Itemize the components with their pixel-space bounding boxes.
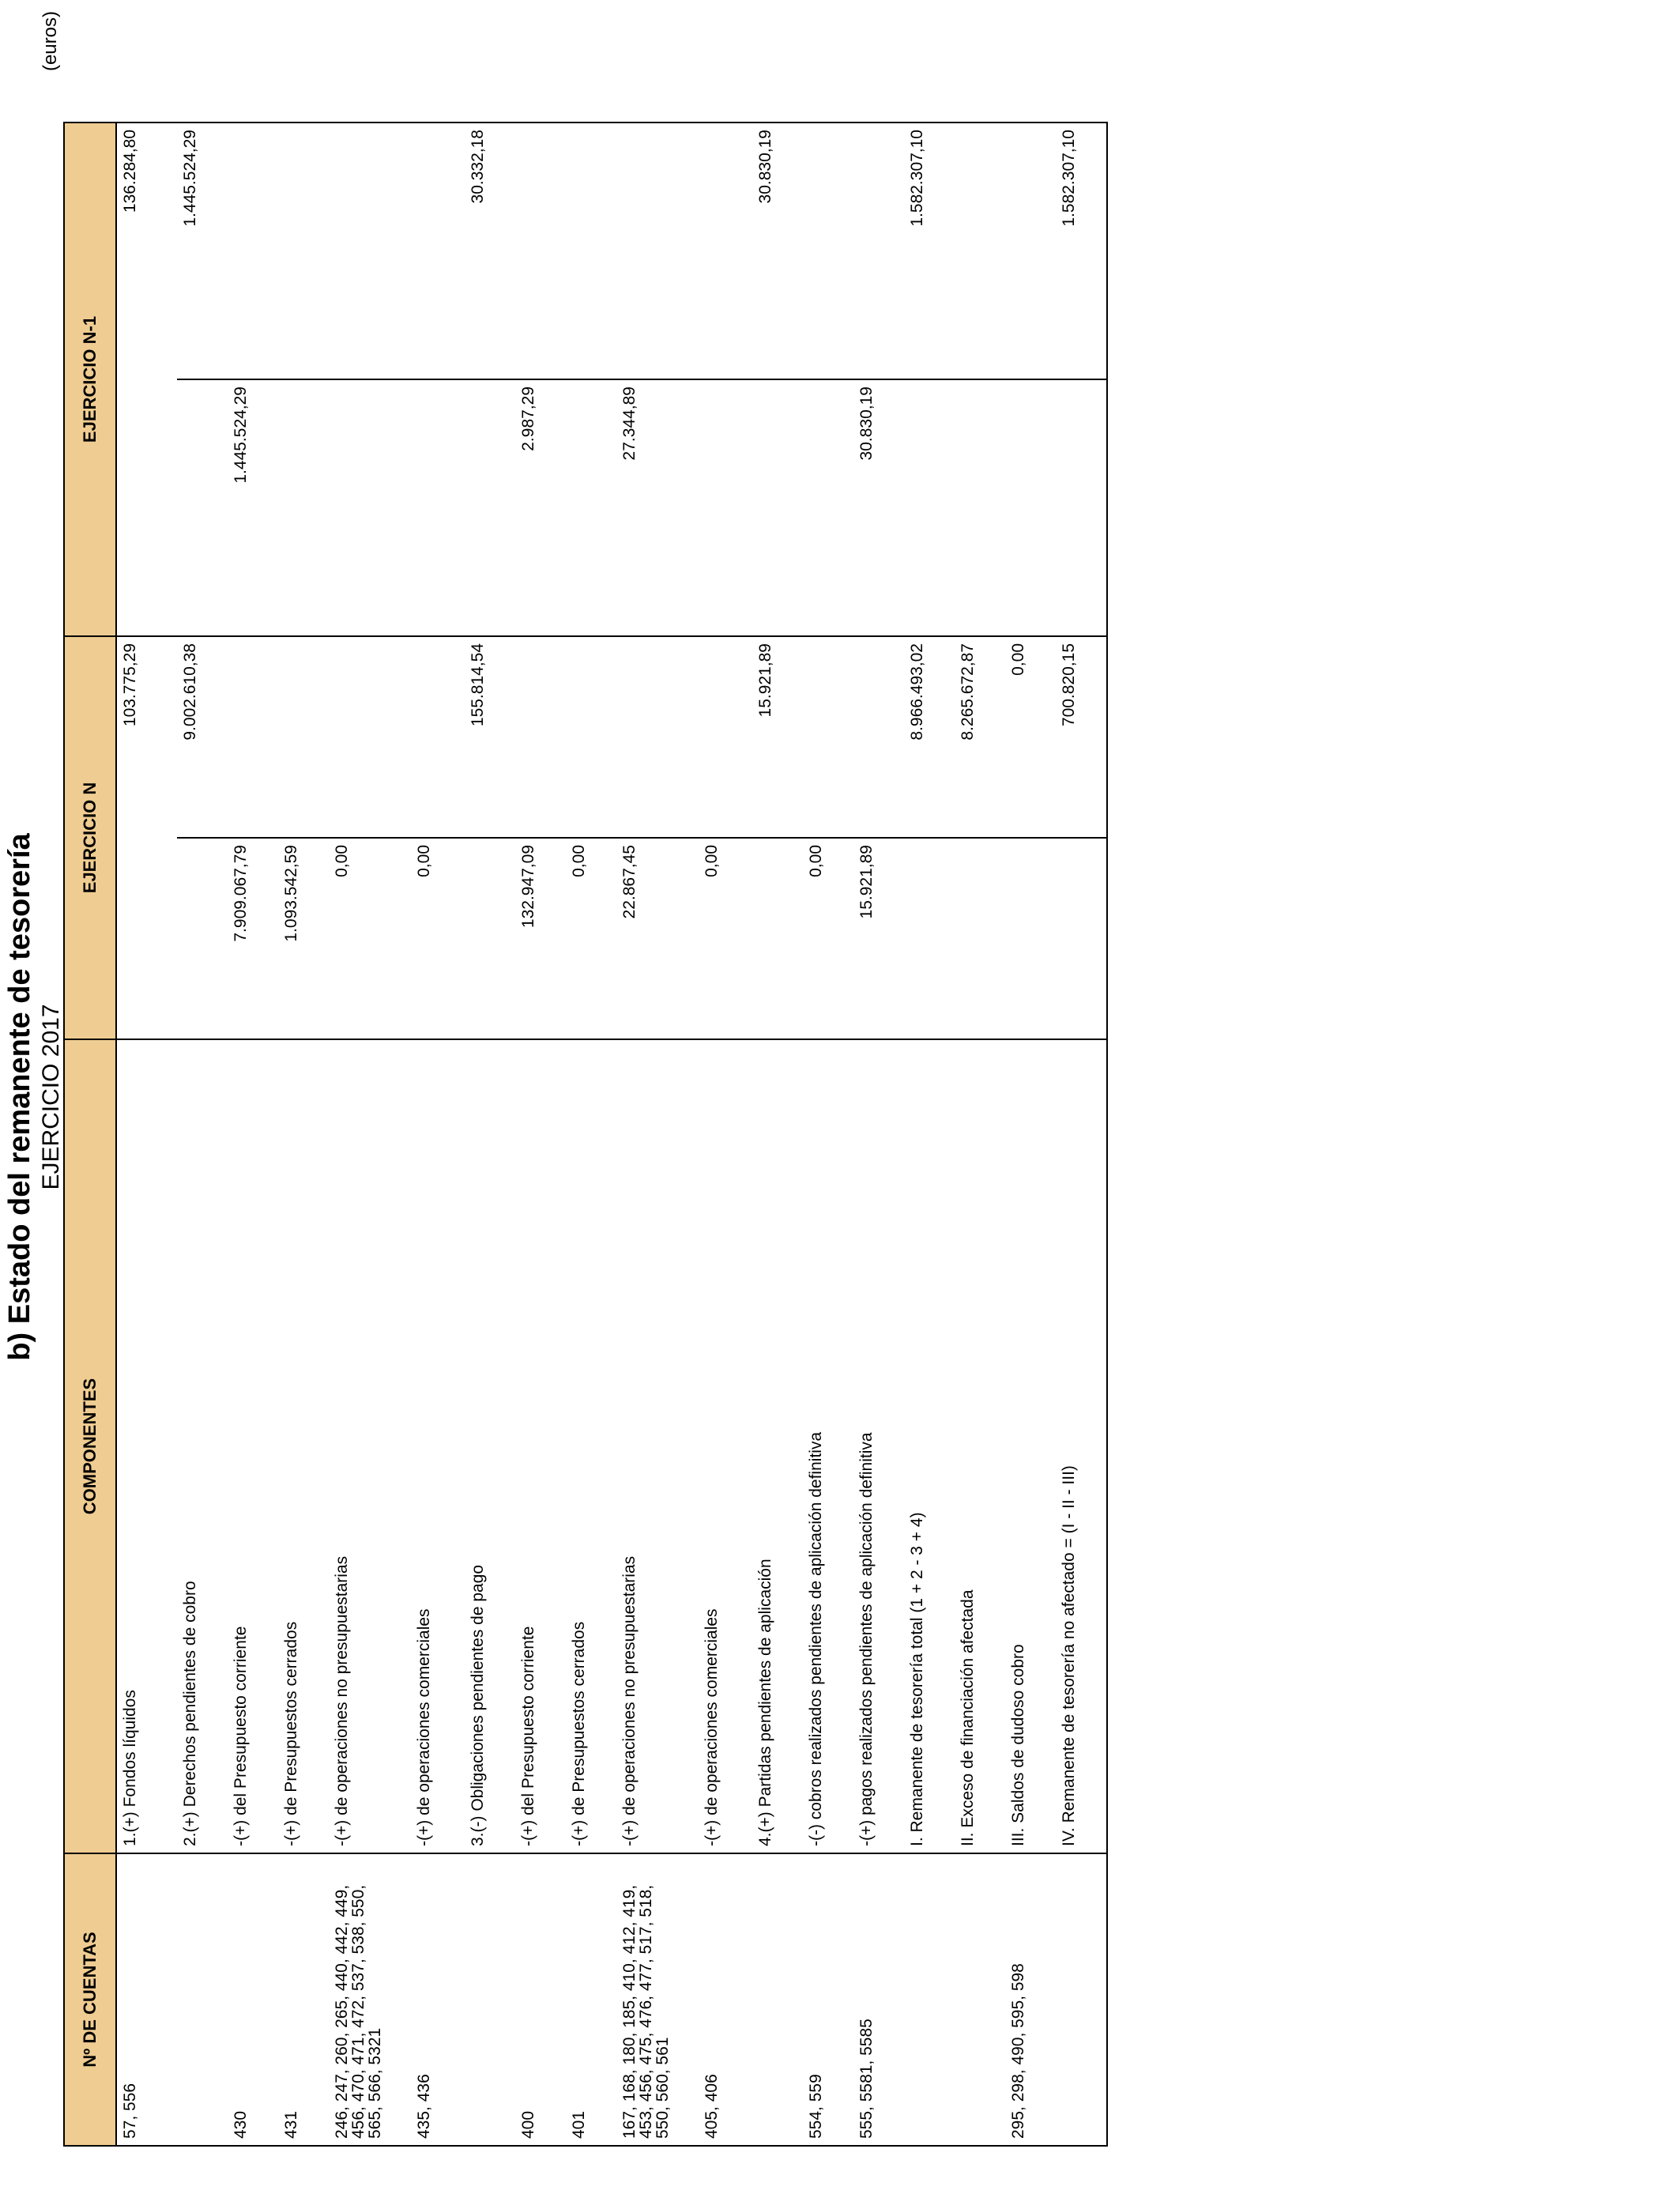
year-n-detail-cell: [1056, 838, 1107, 1039]
table-row: [616, 123, 699, 2146]
year-n-detail-cell: 1.093.542,59: [278, 838, 329, 1039]
component-label-cell: 2.(+) Derechos pendientes de cobro: [177, 1039, 228, 1853]
year-n-detail-cell: 0,00: [411, 838, 465, 1039]
year-n1-total-cell: 30.830,19: [756, 130, 774, 204]
year-n1-total-cell: [699, 123, 752, 379]
year-n-detail-cell: 0,00: [329, 838, 411, 1039]
year-n1-detail-cell: [1005, 379, 1056, 636]
table-row: [278, 123, 329, 2146]
year-n-total-cell: 155.814,54: [465, 636, 515, 838]
year-n-total-cell: 9.002.610,38: [177, 636, 228, 838]
header-accounts: Nº DE CUENTAS: [64, 1853, 116, 2146]
year-n1-total-cell: [955, 123, 1005, 379]
table-row: [411, 123, 465, 2146]
year-n-total-cell: [616, 636, 699, 838]
year-n1-total-cell: [515, 123, 566, 379]
table-row: [955, 123, 1005, 2146]
component-label-cell: -(+) del Presupuesto corriente: [228, 1039, 278, 1853]
year-n-detail-cell: 15.921,89: [853, 838, 904, 1039]
component-label-cell: -(+) de operaciones comerciales: [411, 1039, 465, 1853]
table-row: [1056, 123, 1107, 2146]
year-n-total-cell: 103.775,29: [116, 636, 177, 838]
account-codes-cell: 167, 168, 180, 185, 410, 412, 419, 453, 456, 475, 476, 477, 517, 518, 550, 560, 561: [616, 1853, 699, 2146]
component-label-cell: -(+) de operaciones no presupuestarias: [616, 1039, 699, 1853]
year-n-detail-cell: [904, 838, 955, 1039]
year-n1-total-cell: 136.284,80: [121, 130, 139, 213]
year-n-total-cell: [411, 636, 465, 838]
year-n-total-cell: 15.921,89: [752, 636, 803, 838]
year-n-total-cell: [803, 636, 853, 838]
account-codes-cell: [955, 1853, 1005, 2146]
year-n-total-cell: 8.265.672,87: [955, 636, 1005, 838]
year-n-detail-cell: [1005, 838, 1056, 1039]
year-n1-total-cell: [616, 123, 699, 379]
year-n1-detail-cell: [752, 379, 803, 636]
year-n-total-cell: [699, 636, 752, 838]
account-codes-cell: 430: [228, 1853, 278, 2146]
header-components: COMPONENTES: [64, 1039, 116, 1853]
year-n1-total-cell: [411, 123, 465, 379]
header-year-n: EJERCICIO N: [64, 636, 116, 1039]
table-row: [116, 123, 177, 2146]
component-label-cell: II. Exceso de financiación afectada: [955, 1039, 1005, 1853]
year-n1-detail-cell: [411, 379, 465, 636]
component-label-cell: III. Saldos de dudoso cobro: [1005, 1039, 1056, 1853]
year-n1-detail-cell: [1056, 379, 1107, 636]
year-n1-detail-cell: [177, 379, 228, 636]
table-row: [699, 123, 752, 2146]
table-row: [228, 123, 278, 2146]
component-label-cell: I. Remanente de tesorería total (1 + 2 - 3 + 4): [904, 1039, 955, 1853]
table-row: [177, 123, 228, 2146]
account-codes-cell: 57, 556: [116, 1853, 177, 2146]
table-row: [752, 123, 803, 2146]
year-n-total-cell: [515, 636, 566, 838]
account-codes-cell: 400: [515, 1853, 566, 2146]
year-n1-total-cell: 1.582.307,10: [1060, 130, 1078, 227]
account-codes-cell: 295, 298, 490, 595, 598: [1005, 1853, 1056, 2146]
year-n-detail-cell: 0,00: [566, 838, 616, 1039]
account-codes-cell: 246, 247, 260, 265, 440, 442, 449, 456, 470, 471, 472, 537, 538, 550, 565, 566, 5321: [329, 1853, 411, 2146]
year-n1-detail-cell: [278, 379, 329, 636]
component-label-cell: IV. Remanente de tesorería no afectado = (I - II - III): [1056, 1039, 1107, 1853]
year-n1-detail-cell: [465, 379, 515, 636]
year-n1-detail-cell: [955, 379, 1005, 636]
component-label-cell: 4.(+) Partidas pendientes de aplicación: [752, 1039, 803, 1853]
account-codes-cell: [465, 1853, 515, 2146]
year-n1-total-cell: 1.582.307,10: [908, 130, 926, 227]
year-n-detail-cell: [955, 838, 1005, 1039]
year-n1-detail-cell: [329, 379, 411, 636]
table-row: [1005, 123, 1056, 2146]
year-n-detail-cell: [465, 838, 515, 1039]
account-codes-cell: [177, 1853, 228, 2146]
component-label-cell: -(-) cobros realizados pendientes de aplicación definitiva: [803, 1039, 853, 1853]
year-n1-detail-cell: [904, 379, 955, 636]
table-row: [329, 123, 411, 2146]
year-n1-detail-cell: 2.987,29: [515, 379, 566, 636]
component-label-cell: -(+) de Presupuestos cerrados: [278, 1039, 329, 1853]
page-subtitle: EJERCICIO 2017: [38, 1004, 64, 1190]
account-codes-cell: [904, 1853, 955, 2146]
year-n-total-cell: [329, 636, 411, 838]
year-n1-total-cell: 1.445.524,29: [181, 130, 199, 227]
header-year-n1: EJERCICIO N-1: [64, 123, 116, 636]
year-n-detail-cell: [116, 838, 177, 1039]
table-row: [465, 123, 515, 2146]
year-n-detail-cell: [752, 838, 803, 1039]
year-n1-total-cell: [228, 123, 278, 379]
year-n-total-cell: 700.820,15: [1056, 636, 1107, 838]
year-n-total-cell: [278, 636, 329, 838]
year-n-total-cell: [228, 636, 278, 838]
year-n1-total-cell: [803, 123, 853, 379]
year-n1-total-cell: 30.332,18: [469, 130, 487, 204]
year-n-total-cell: 0,00: [1005, 636, 1056, 838]
account-codes-cell: 431: [278, 1853, 329, 2146]
year-n1-detail-cell: [803, 379, 853, 636]
year-n-detail-cell: 7.909.067,79: [228, 838, 278, 1039]
year-n1-total-cell: [329, 123, 411, 379]
table-row: [803, 123, 853, 2146]
year-n-detail-cell: 0,00: [803, 838, 853, 1039]
table-row: [566, 123, 616, 2146]
account-codes-cell: 555, 5581, 5585: [853, 1853, 904, 2146]
year-n1-detail-cell: 27.344,89: [616, 379, 699, 636]
year-n1-total-cell: [278, 123, 329, 379]
page-title: b) Estado del remanente de tesorería: [3, 833, 36, 1361]
component-label-cell: -(+) de operaciones comerciales: [699, 1039, 752, 1853]
year-n-detail-cell: 132.947,09: [515, 838, 566, 1039]
component-label-cell: 3.(-) Obligaciones pendientes de pago: [465, 1039, 515, 1853]
year-n-detail-cell: 22.867,45: [616, 838, 699, 1039]
account-codes-cell: 554, 559: [803, 1853, 853, 2146]
account-codes-cell: [752, 1853, 803, 2146]
table-row: [904, 123, 955, 2146]
component-label-cell: -(+) pagos realizados pendientes de aplicación definitiva: [853, 1039, 904, 1853]
account-codes-cell: 405, 406: [699, 1853, 752, 2146]
units-label: (euros): [40, 11, 61, 72]
component-label-cell: -(+) de operaciones no presupuestarias: [329, 1039, 411, 1853]
account-codes-cell: 435, 436: [411, 1853, 465, 2146]
table-row: [853, 123, 904, 2146]
account-codes-cell: 401: [566, 1853, 616, 2146]
year-n1-total-cell: [853, 123, 904, 379]
year-n1-total-cell: [1005, 123, 1056, 379]
year-n-detail-cell: [177, 838, 228, 1039]
year-n1-detail-cell: [566, 379, 616, 636]
component-label-cell: -(+) del Presupuesto corriente: [515, 1039, 566, 1853]
year-n1-total-cell: [566, 123, 616, 379]
year-n-detail-cell: 0,00: [699, 838, 752, 1039]
component-label-cell: 1.(+) Fondos líquidos: [116, 1039, 177, 1853]
year-n-total-cell: 8.966.493,02: [904, 636, 955, 838]
table-row: [515, 123, 566, 2146]
component-label-cell: -(+) de Presupuestos cerrados: [566, 1039, 616, 1853]
year-n-total-cell: [566, 636, 616, 838]
account-codes-cell: [1056, 1853, 1107, 2146]
year-n1-detail-cell: 1.445.524,29: [228, 379, 278, 636]
year-n1-detail-cell: [116, 379, 177, 636]
treasury-table: [63, 122, 1108, 2147]
year-n1-detail-cell: [699, 379, 752, 636]
year-n-total-cell: [853, 636, 904, 838]
year-n1-detail-cell: 30.830,19: [853, 379, 904, 636]
